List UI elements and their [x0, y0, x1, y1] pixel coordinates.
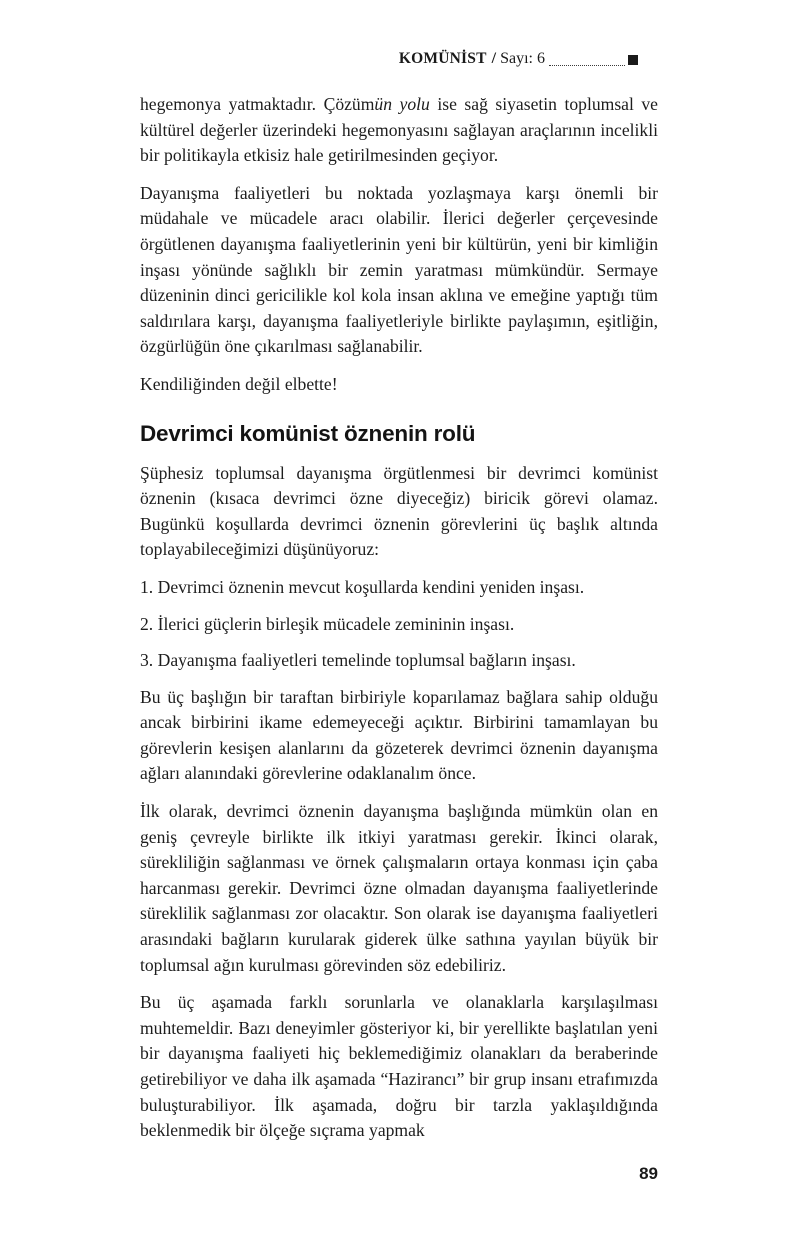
- list-item-number: 2.: [140, 613, 154, 634]
- dotted-rule-icon: [549, 64, 625, 66]
- paragraph-run-normal-2: ise sağ siyasetin toplumsal ve kültürel değerler üzerindeki hegemonyasını sağlayan araçlarının incelikli bir politikayla etkisiz hale getirilmesinden geçiyor.: [140, 94, 658, 166]
- page-number-folio: 89: [639, 1164, 658, 1183]
- list-item: [140, 612, 658, 638]
- list-item-label: Dayanışma faaliyetleri temelinde toplumsal bağların inşası.: [157, 650, 576, 671]
- page-body-column: [140, 92, 658, 1156]
- paragraph-three-headings: Bu üç başlığın bir taraftan birbiriyle koparılamaz bağlara sahip olduğu ancak birbirini ikame edemeyeceği açıktır. Birbirini tamamlayan bu görevlerin kesişen alanlarını da gözeterek devrimci öznenin dayanışma ağları alanındaki görevlerine odaklanalım önce.: [140, 686, 658, 784]
- paragraph-three-stages: Bu üç aşamada farklı sorunlarla ve olanaklarla karşılaşılması muhtemeldir. Bazı deneyimler gösteriyor ki, bir yerellikte başlatılan yeni bir dayanışma faaliyeti hiç beklemediğimiz olanakları da beraberinde getirebiliyor ve daha ilk aşamada “Hazirancı” bir grup insanı etrafımızda buluşturabiliyor. İlk aşamada, doğru bir tarzla yaklaşıldığında beklenmedik bir ölçeğe sıçrama yapmak: [140, 992, 658, 1141]
- header-separator: /: [491, 50, 497, 67]
- list-item-number: 3.: [140, 650, 154, 671]
- list-item-label: İlerici güçlerin birleşik mücadele zemininin inşası.: [157, 613, 515, 634]
- paragraph-solidarity-activities: Dayanışma faaliyetleri bu noktada yozlaşmaya karşı önemli bir müdahale ve mücadele aracı olabilir. İlerici değerler çerçevesinde örgütlenen dayanışma faaliyetlerinin yeni bir kültürün, yeni bir kimliğin inşası yönünde sağlıklı bir zemin yaratması mümkündür. Sermaye düzeninin dinci gericilikle kol kola insan aklına ve emeğine yaptığı tüm saldırılara karşı, dayanışma faaliyetleriyle birlikte paylaşımın, eşitliğin, özgürlüğün öne çıkarılması sağlanabilir.: [140, 182, 658, 357]
- page-section-heading: Devrimci komünist öznenin rolü: [140, 420, 476, 446]
- square-marker-icon: [628, 55, 638, 65]
- paragraph-continued: [140, 92, 658, 169]
- list-item: [140, 575, 658, 601]
- paragraph-run-normal: hegemonya yatmaktadır. Çözüm: [140, 94, 375, 114]
- list-item-label: Devrimci öznenin mevcut koşullarda kendini yeniden inşası.: [157, 576, 585, 597]
- header-issue-number: Sayı: 6: [500, 50, 545, 67]
- running-header: [140, 46, 638, 72]
- list-item: [140, 648, 658, 674]
- paragraph-first-impulse: İlk olarak, devrimci öznenin dayanışma başlığında mümkün olan en geniş çevreyle birlikte ilk itkiyi yaratması gerekir. İkinci olarak, sürekliliğin sağlanması ve örnek çalışmaların ortaya konması için çaba harcanması gerekir. Devrimci özne olmadan dayanışma faaliyetlerinde süreklilik sağlanması zor olacaktır. Son olarak ise dayanışma faaliyetleri arasındaki bağların kurularak giderek ülke sathına yayılan büyük bir toplumsal ağın kurulması görevinden söz edebiliriz.: [140, 801, 658, 975]
- header-publication-title: KOMÜNİST: [398, 50, 487, 67]
- list-item-number: 1.: [140, 576, 154, 597]
- paragraph-subject-role-intro: Şüphesiz toplumsal dayanışma örgütlenmesi bir devrimci komünist öznenin (kısaca devrimci özne diyeceğiz) biricik görevi olamaz. Bugünkü koşullarda devrimci öznenin görevlerini üç başlık altında toplayabileceğimizi düşünüyoruz:: [140, 462, 658, 560]
- paragraph-run-italic: ün yolu: [374, 94, 430, 114]
- paragraph-short-statement: Kendiliğinden değil elbette!: [140, 373, 338, 394]
